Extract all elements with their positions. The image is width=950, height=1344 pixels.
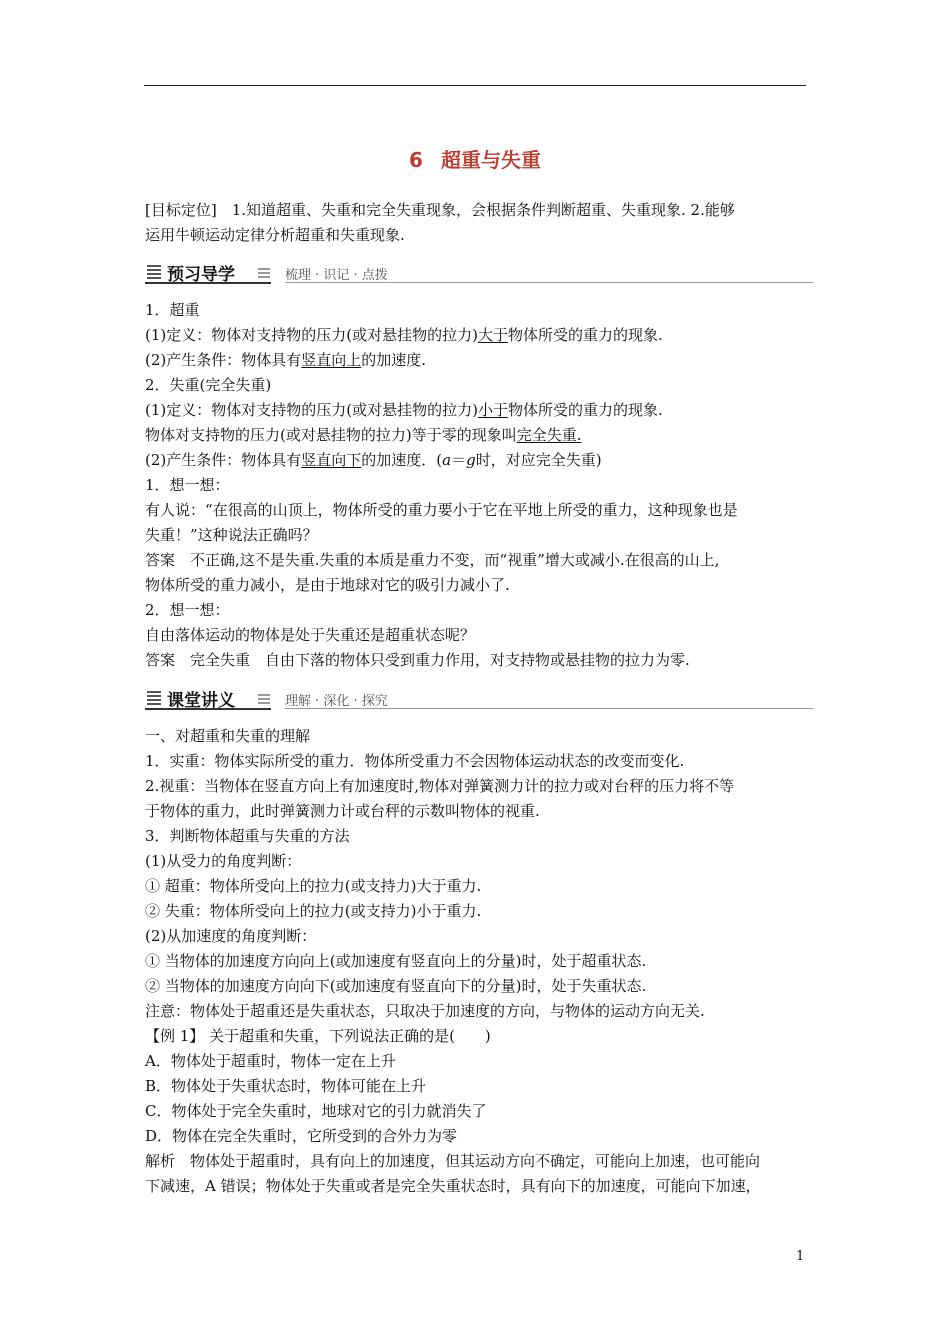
section-title: 课堂讲义	[167, 691, 235, 711]
underlined-answer: 竖直向上	[301, 351, 362, 369]
text-line: 失重！”这种说法正确吗？	[145, 526, 318, 544]
text-line: 答案 完全失重 自由下落的物体只受到重力作用，对支持物或悬挂物的拉力为零.	[145, 651, 690, 669]
text-line: 注意：物体处于超重还是失重状态，只取决于加速度的方向，与物体的运动方向无关.	[145, 1002, 705, 1020]
option-c: C．物体处于完全失重时，地球对它的引力就消失了	[145, 1102, 487, 1120]
text-line: 1．超重	[145, 301, 200, 319]
text-line: ① 超重：物体所受向上的拉力(或支持力)大于重力.	[145, 877, 482, 895]
title-number: 6	[409, 148, 423, 172]
text-line: 自由落体运动的物体是处于失重还是超重状态呢？	[145, 626, 476, 644]
text-line: (2)从加速度的角度判断：	[145, 927, 317, 945]
text-line: 于物体的重力，此时弹簧测力计或台秤的示数叫物体的视重.	[145, 802, 540, 820]
text-line: (1)定义：物体对支持物的压力(或对悬挂物的拉力)大于物体所受的重力的现象.	[145, 326, 663, 344]
underlined-answer: 竖直向下	[301, 451, 362, 469]
text-line: 解析 物体处于超重时，具有向上的加速度，但其运动方向不确定，可能向上加速，也可能向	[145, 1152, 761, 1170]
text-line: (2)产生条件：物体具有竖直向上的加速度.	[145, 351, 427, 369]
text-line: 一、对超重和失重的理解	[145, 727, 311, 745]
goal-line-1: [目标定位] 1.知道超重、失重和完全失重现象，会根据条件判断超重、失重现象. 2.能够	[145, 201, 735, 219]
underlined-answer: 大于	[477, 326, 508, 344]
section-header-lecture	[145, 688, 813, 710]
text-line: 2.视重：当物体在竖直方向上有加速度时,物体对弹簧测力计的拉力或对台秤的压力将不等	[145, 777, 735, 795]
text-line: 答案 不正确,这不是失重.失重的本质是重力不变，而“视重”增大或减小.在很高的山上,	[145, 551, 720, 569]
text-line: 2．想一想：	[145, 601, 230, 619]
text-line: ② 失重：物体所受向上的拉力(或支持力)小于重力.	[145, 902, 482, 920]
section-subtitle: 梳理 · 识记 · 点拨	[285, 268, 388, 283]
text-line: 3．判断物体超重与失重的方法	[145, 827, 350, 845]
text-line: 2．失重(完全失重)	[145, 376, 272, 394]
option-b: B．物体处于失重状态时，物体可能在上升	[145, 1077, 427, 1095]
example-heading: 【例 1】 关于超重和失重，下列说法正确的是( )	[145, 1027, 491, 1045]
text-line: (1)从受力的角度判断：	[145, 852, 302, 870]
underlined-answer: 完全失重.	[516, 426, 582, 444]
text-line: 有人说：“在很高的山顶上，物体所受的重力要小于它在平地上所受的重力，这种现象也是	[145, 501, 738, 519]
title-text: 超重与失重	[440, 148, 541, 172]
page-number: 1	[796, 1249, 805, 1264]
section-subtitle: 理解 · 深化 · 探究	[285, 694, 388, 709]
text-line: 物体所受的重力减小，是由于地球对它的吸引力减小了.	[145, 576, 510, 594]
section-title: 预习导学	[167, 265, 235, 285]
text-line: (2)产生条件：物体具有竖直向下的加速度．(a＝g时，对应完全失重)	[145, 451, 602, 469]
stripe-icon	[258, 268, 270, 278]
text-line: 1．想一想：	[145, 476, 230, 494]
stripe-icon	[147, 265, 161, 279]
text-line: ① 当物体的加速度方向向上(或加速度有竖直向上的分量)时，处于超重状态.	[145, 952, 647, 970]
option-d: D．物体在完全失重时，它所受到的合外力为零	[145, 1127, 458, 1145]
header-rule	[144, 85, 806, 86]
underlined-answer: 小于	[477, 401, 508, 419]
stripe-icon	[147, 691, 161, 705]
text-line: 1．实重：物体实际所受的重力．物体所受重力不会因物体运动状态的改变而变化.	[145, 752, 685, 770]
option-a: A．物体处于超重时，物体一定在上升	[145, 1052, 396, 1070]
goal-line-2: 运用牛顿运动定律分析超重和失重现象.	[145, 226, 405, 244]
section-header-preview	[145, 262, 813, 284]
stripe-icon	[258, 694, 270, 704]
text-line: 下减速，A 错误；物体处于失重或者是完全失重状态时，具有向下的加速度，可能向下加速，	[145, 1177, 761, 1195]
text-line: 物体对支持物的压力(或对悬挂物的拉力)等于零的现象叫完全失重.	[145, 426, 582, 444]
page-title	[0, 144, 950, 173]
text-line: ② 当物体的加速度方向向下(或加速度有竖直向下的分量)时，处于失重状态.	[145, 977, 647, 995]
text-line: (1)定义：物体对支持物的压力(或对悬挂物的拉力)小于物体所受的重力的现象.	[145, 401, 663, 419]
